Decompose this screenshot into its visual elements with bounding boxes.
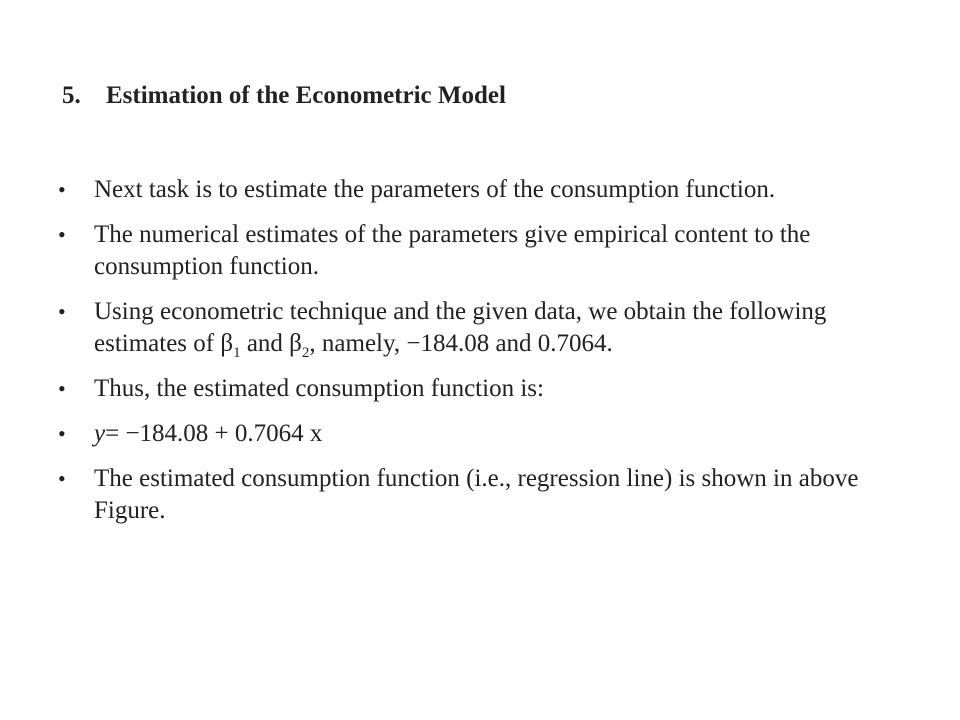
- bullet-item: [58, 463, 918, 527]
- bullet-text: Thus, the estimated consumption function is:: [94, 375, 544, 402]
- bullet-item: [58, 418, 918, 450]
- bullet-text-part: Using econometric technique and the given data, we obtain the following estimates of β: [94, 298, 827, 357]
- bullet-text: The numerical estimates of the parameters give empirical content to the consumption function.: [94, 221, 811, 280]
- beta-subscript: 1: [233, 345, 241, 361]
- bullet-icon: •: [58, 299, 66, 324]
- bullet-item: [58, 219, 918, 283]
- section-number: 5.: [62, 82, 81, 109]
- bullet-text: The estimated consumption function (i.e., regression line) is shown in above Figure.: [94, 465, 859, 524]
- bullet-list: [58, 174, 918, 540]
- bullet-text: [94, 298, 827, 361]
- bullet-item: [58, 373, 918, 405]
- section-heading: [62, 82, 506, 110]
- bullet-icon: •: [58, 376, 66, 401]
- beta-subscript: 2: [301, 345, 310, 361]
- bullet-icon: •: [58, 177, 66, 202]
- bullet-item: [58, 296, 918, 360]
- bullet-text-part: , namely, −184.08 and 0.7064.: [309, 330, 613, 357]
- bullet-icon: •: [58, 222, 66, 247]
- section-title: Estimation of the Econometric Model: [106, 82, 506, 109]
- bullet-icon: •: [58, 466, 66, 491]
- bullet-item: [58, 174, 918, 206]
- bullet-text: Next task is to estimate the parameters of the consumption function.: [94, 176, 776, 203]
- equation-rest: = −184.08 + 0.7064 x: [105, 420, 323, 447]
- equation: [94, 420, 322, 447]
- bullet-text-part: and β: [240, 330, 302, 357]
- equation-variable: y: [94, 420, 106, 447]
- bullet-icon: •: [58, 421, 66, 446]
